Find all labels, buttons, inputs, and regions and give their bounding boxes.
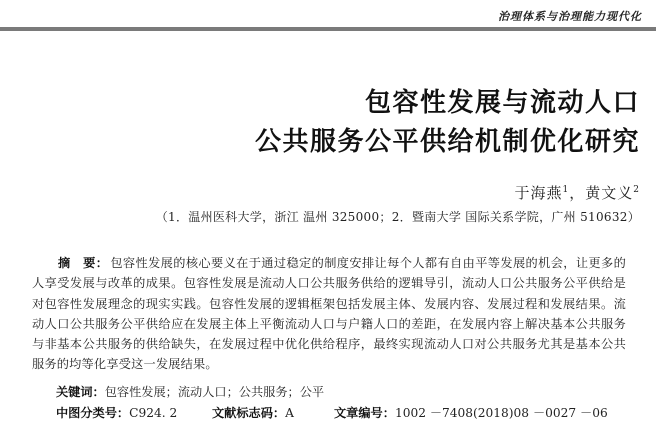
clc-label: 中图分类号： [56, 406, 130, 420]
article-no-value: 1002 －7408(2018)08 －0027 －06 [394, 406, 608, 420]
abstract-text: 包容性发展的核心要义在于通过稳定的制度安排让每个人都有自由平等发展的机会，让更多的人享受发展与改革的成果。包容性发展是流动人口公共服务供给的逻辑导引，流动人口公共服务公平供给是对包容性发展理念的现实实践。包容性发展的逻辑框架包括发展主体、发展内容、发展过程和发展结果。流动人口公共服务公平供给应在发展主体上平衡流动人口与户籍人口的差距，在发展内容上解决基本公共服务与非基本公共服务的供给缺失，在发展过程中优化供给程序，最终实现流动人口对公共服务尤其是基本公共服务的均等化享受这一发展结果。 [32, 256, 626, 372]
article-no-label: 文章编号： [334, 406, 395, 420]
title-line-2: 公共服务公平供给机制优化研究 [254, 127, 640, 157]
author-2-affil-mark: 2 [633, 185, 640, 195]
author-separator: ， [569, 184, 586, 202]
authors [514, 182, 640, 203]
keywords-label: 关键词： [56, 385, 105, 399]
header-rule [0, 27, 656, 31]
running-header: 治理体系与治理能力现代化 [498, 10, 642, 23]
doc-code-label: 文献标志码： [212, 406, 286, 420]
author-2-name: 黄文义 [585, 184, 634, 202]
article-number [334, 404, 608, 421]
abstract [32, 253, 626, 375]
doc-code-value: A [285, 406, 294, 420]
document-code [212, 404, 294, 421]
clc-value: C924. 2 [129, 406, 178, 420]
keywords [56, 383, 324, 400]
affiliations: （1．温州医科大学，浙江 温州 325000；2．暨南大学 国际关系学院，广州 510632） [155, 210, 640, 224]
author-1-affil-mark: 1 [562, 185, 570, 195]
keywords-text: 包容性发展；流动人口；公共服务；公平 [104, 385, 325, 399]
abstract-label: 摘 要： [58, 256, 109, 270]
title-line-1: 包容性发展与流动人口 [364, 88, 640, 118]
author-1-name: 于海燕 [514, 184, 563, 202]
clc-number [56, 404, 177, 421]
